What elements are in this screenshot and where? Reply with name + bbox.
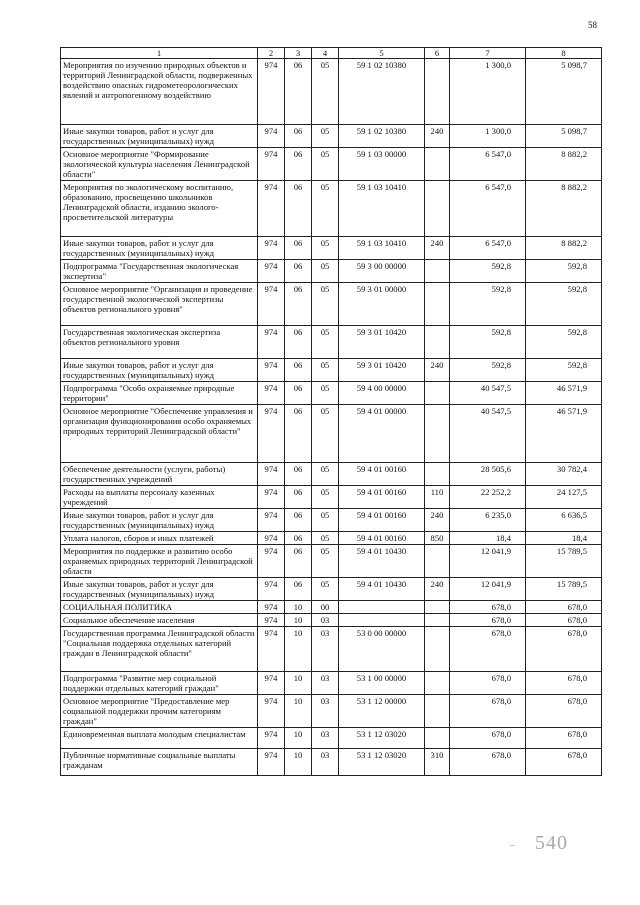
cell-col-3: 06 (285, 148, 312, 181)
cell-col-8: 678,0 (526, 728, 602, 749)
cell-col-6 (425, 405, 450, 463)
cell-col-2: 974 (258, 532, 285, 545)
row-name-cell: Уплата налогов, сборов и иных платежей (61, 532, 258, 545)
cell-col-3: 06 (285, 545, 312, 578)
cell-col-2: 974 (258, 601, 285, 614)
cell-col-5: 59 3 01 00000 (339, 283, 425, 326)
table-row (61, 749, 602, 776)
cell-col-5 (339, 614, 425, 627)
cell-col-7: 1 300,0 (450, 59, 526, 125)
cell-col-4: 03 (312, 627, 339, 672)
cell-col-2: 974 (258, 545, 285, 578)
cell-col-3: 06 (285, 125, 312, 148)
cell-col-8: 15 789,5 (526, 545, 602, 578)
cell-col-5: 59 1 02 10380 (339, 125, 425, 148)
cell-col-8: 5 098,7 (526, 59, 602, 125)
cell-col-5: 59 1 03 10410 (339, 181, 425, 237)
table-row (61, 578, 602, 601)
table-row (61, 181, 602, 237)
cell-col-3: 06 (285, 260, 312, 283)
cell-col-6: 850 (425, 532, 450, 545)
cell-col-3: 06 (285, 578, 312, 601)
cell-col-4: 00 (312, 601, 339, 614)
row-name-cell: Иные закупки товаров, работ и услуг для государственных (муниципальных) нужд (61, 578, 258, 601)
cell-col-7: 12 041,9 (450, 545, 526, 578)
cell-col-4: 05 (312, 181, 339, 237)
cell-col-3: 10 (285, 614, 312, 627)
cell-col-7: 678,0 (450, 627, 526, 672)
cell-col-5: 59 3 01 10420 (339, 326, 425, 359)
cell-col-3: 06 (285, 382, 312, 405)
cell-col-6 (425, 545, 450, 578)
row-name-cell: Основное мероприятие "Формирование экологической культуры населения Ленинградской области" (61, 148, 258, 181)
col-header: 5 (339, 48, 425, 59)
footer-stamp: 540 (535, 832, 568, 854)
table-row (61, 260, 602, 283)
cell-col-7: 18,4 (450, 532, 526, 545)
cell-col-4: 05 (312, 486, 339, 509)
cell-col-6 (425, 627, 450, 672)
table-row (61, 405, 602, 463)
cell-col-4: 05 (312, 532, 339, 545)
cell-col-3: 10 (285, 728, 312, 749)
cell-col-8: 8 882,2 (526, 181, 602, 237)
table-row (61, 125, 602, 148)
cell-col-6 (425, 59, 450, 125)
cell-col-4: 05 (312, 405, 339, 463)
col-header: 7 (450, 48, 526, 59)
cell-col-4: 05 (312, 463, 339, 486)
cell-col-6 (425, 283, 450, 326)
cell-col-7: 678,0 (450, 749, 526, 776)
cell-col-7: 678,0 (450, 614, 526, 627)
cell-col-7: 592,8 (450, 326, 526, 359)
row-name-cell: Основное мероприятие "Предоставление мер социальной поддержки прочим категориям граждан" (61, 695, 258, 728)
cell-col-8: 18,4 (526, 532, 602, 545)
cell-col-5 (339, 601, 425, 614)
cell-col-8: 592,8 (526, 283, 602, 326)
row-name-cell: Подпрограмма "Особо охраняемые природные территории" (61, 382, 258, 405)
cell-col-5: 59 3 00 00000 (339, 260, 425, 283)
cell-col-5: 59 4 01 00160 (339, 509, 425, 532)
row-name-cell: СОЦИАЛЬНАЯ ПОЛИТИКА (61, 601, 258, 614)
cell-col-8: 678,0 (526, 601, 602, 614)
table-row (61, 382, 602, 405)
cell-col-3: 10 (285, 749, 312, 776)
cell-col-8: 678,0 (526, 672, 602, 695)
row-name-cell: Иные закупки товаров, работ и услуг для государственных (муниципальных) нужд (61, 237, 258, 260)
cell-col-4: 05 (312, 59, 339, 125)
cell-col-5: 59 4 01 10430 (339, 545, 425, 578)
cell-col-3: 06 (285, 486, 312, 509)
cell-col-3: 06 (285, 463, 312, 486)
cell-col-6: 240 (425, 125, 450, 148)
cell-col-8: 30 782,4 (526, 463, 602, 486)
cell-col-8: 592,8 (526, 326, 602, 359)
cell-col-2: 974 (258, 260, 285, 283)
cell-col-8: 592,8 (526, 260, 602, 283)
cell-col-2: 974 (258, 283, 285, 326)
cell-col-4: 03 (312, 614, 339, 627)
cell-col-7: 22 252,2 (450, 486, 526, 509)
cell-col-6: 240 (425, 578, 450, 601)
cell-col-7: 6 547,0 (450, 237, 526, 260)
footer-mark: – (510, 840, 515, 850)
col-header: 2 (258, 48, 285, 59)
cell-col-2: 974 (258, 359, 285, 382)
cell-col-5: 59 4 01 10430 (339, 578, 425, 601)
cell-col-8: 678,0 (526, 614, 602, 627)
cell-col-6 (425, 148, 450, 181)
cell-col-4: 05 (312, 382, 339, 405)
cell-col-3: 06 (285, 237, 312, 260)
cell-col-7: 1 300,0 (450, 125, 526, 148)
cell-col-7: 40 547,5 (450, 382, 526, 405)
cell-col-2: 974 (258, 237, 285, 260)
col-header: 4 (312, 48, 339, 59)
table-row (61, 601, 602, 614)
cell-col-2: 974 (258, 627, 285, 672)
cell-col-5: 59 4 01 00160 (339, 532, 425, 545)
col-header: 8 (526, 48, 602, 59)
cell-col-5: 53 1 12 03020 (339, 749, 425, 776)
cell-col-7: 592,8 (450, 359, 526, 382)
table-header-row (61, 48, 602, 59)
cell-col-2: 974 (258, 509, 285, 532)
cell-col-2: 974 (258, 382, 285, 405)
cell-col-4: 03 (312, 695, 339, 728)
cell-col-3: 06 (285, 509, 312, 532)
col-header: 6 (425, 48, 450, 59)
cell-col-6 (425, 728, 450, 749)
cell-col-6: 240 (425, 359, 450, 382)
cell-col-5: 59 4 00 00000 (339, 382, 425, 405)
cell-col-7: 6 235,0 (450, 509, 526, 532)
row-name-cell: Публичные нормативные социальные выплаты гражданам (61, 749, 258, 776)
table-row (61, 614, 602, 627)
cell-col-3: 06 (285, 181, 312, 237)
budget-table (60, 47, 602, 776)
cell-col-3: 06 (285, 532, 312, 545)
cell-col-8: 6 636,5 (526, 509, 602, 532)
table-row (61, 359, 602, 382)
table-row (61, 545, 602, 578)
cell-col-2: 974 (258, 405, 285, 463)
cell-col-3: 06 (285, 283, 312, 326)
cell-col-6: 240 (425, 237, 450, 260)
cell-col-4: 05 (312, 260, 339, 283)
cell-col-6 (425, 601, 450, 614)
row-name-cell: Государственная экологическая экспертиза объектов регионального уровня (61, 326, 258, 359)
cell-col-2: 974 (258, 728, 285, 749)
cell-col-8: 15 789,5 (526, 578, 602, 601)
table-row (61, 672, 602, 695)
cell-col-5: 59 4 01 00160 (339, 486, 425, 509)
cell-col-4: 03 (312, 672, 339, 695)
cell-col-3: 06 (285, 405, 312, 463)
row-name-cell: Основное мероприятие "Обеспечение управления и организация функционирования особо охраняемых природных территорий Ленинградской области" (61, 405, 258, 463)
cell-col-8: 678,0 (526, 627, 602, 672)
cell-col-5: 53 1 12 00000 (339, 695, 425, 728)
cell-col-6 (425, 463, 450, 486)
cell-col-5: 53 1 12 03020 (339, 728, 425, 749)
cell-col-3: 10 (285, 601, 312, 614)
col-header: 1 (61, 48, 258, 59)
cell-col-6: 310 (425, 749, 450, 776)
cell-col-7: 28 505,6 (450, 463, 526, 486)
cell-col-2: 974 (258, 695, 285, 728)
page-number: 58 (588, 20, 597, 30)
cell-col-6 (425, 181, 450, 237)
table-row (61, 532, 602, 545)
cell-col-3: 10 (285, 627, 312, 672)
cell-col-2: 974 (258, 148, 285, 181)
cell-col-6 (425, 614, 450, 627)
row-name-cell: Обеспечение деятельности (услуги, работы) государственных учреждений (61, 463, 258, 486)
cell-col-5: 53 0 00 00000 (339, 627, 425, 672)
cell-col-4: 03 (312, 749, 339, 776)
cell-col-7: 678,0 (450, 672, 526, 695)
cell-col-2: 974 (258, 326, 285, 359)
cell-col-5: 59 4 01 00160 (339, 463, 425, 486)
row-name-cell: Подпрограмма "Государственная экологическая экспертиза" (61, 260, 258, 283)
row-name-cell: Подпрограмма "Развитие мер социальной поддержки отдельных категорий граждан" (61, 672, 258, 695)
cell-col-8: 46 571,9 (526, 382, 602, 405)
cell-col-4: 05 (312, 283, 339, 326)
table-row (61, 59, 602, 125)
table-row (61, 148, 602, 181)
cell-col-6 (425, 672, 450, 695)
cell-col-2: 974 (258, 59, 285, 125)
row-name-cell: Единовременная выплата молодым специалистам (61, 728, 258, 749)
cell-col-8: 5 098,7 (526, 125, 602, 148)
cell-col-4: 03 (312, 728, 339, 749)
row-name-cell: Иные закупки товаров, работ и услуг для государственных (муниципальных) нужд (61, 359, 258, 382)
cell-col-7: 40 547,5 (450, 405, 526, 463)
cell-col-4: 05 (312, 148, 339, 181)
cell-col-7: 678,0 (450, 601, 526, 614)
cell-col-4: 05 (312, 237, 339, 260)
row-name-cell: Государственная программа Ленинградской области "Социальная поддержка отдельных категорий граждан в Ленинградской области" (61, 627, 258, 672)
cell-col-6 (425, 695, 450, 728)
cell-col-6: 110 (425, 486, 450, 509)
cell-col-7: 12 041,9 (450, 578, 526, 601)
cell-col-7: 6 547,0 (450, 148, 526, 181)
cell-col-7: 678,0 (450, 695, 526, 728)
cell-col-4: 05 (312, 125, 339, 148)
cell-col-6: 240 (425, 509, 450, 532)
cell-col-6 (425, 382, 450, 405)
cell-col-3: 10 (285, 672, 312, 695)
cell-col-4: 05 (312, 326, 339, 359)
cell-col-8: 678,0 (526, 695, 602, 728)
table-row (61, 283, 602, 326)
cell-col-6 (425, 260, 450, 283)
cell-col-5: 59 1 02 10380 (339, 59, 425, 125)
cell-col-8: 46 571,9 (526, 405, 602, 463)
cell-col-5: 59 4 01 00000 (339, 405, 425, 463)
cell-col-7: 6 547,0 (450, 181, 526, 237)
cell-col-5: 59 1 03 00000 (339, 148, 425, 181)
table-row (61, 695, 602, 728)
row-name-cell: Иные закупки товаров, работ и услуг для государственных (муниципальных) нужд (61, 125, 258, 148)
table-row (61, 509, 602, 532)
row-name-cell: Основное мероприятие "Организация и проведение государственной экологической экспертизы объектов регионального уровня" (61, 283, 258, 326)
cell-col-4: 05 (312, 359, 339, 382)
table-row (61, 326, 602, 359)
cell-col-3: 10 (285, 695, 312, 728)
cell-col-2: 974 (258, 672, 285, 695)
cell-col-8: 592,8 (526, 359, 602, 382)
cell-col-3: 06 (285, 326, 312, 359)
cell-col-8: 678,0 (526, 749, 602, 776)
cell-col-2: 974 (258, 125, 285, 148)
cell-col-3: 06 (285, 359, 312, 382)
cell-col-6 (425, 326, 450, 359)
table-row (61, 486, 602, 509)
cell-col-5: 53 1 00 00000 (339, 672, 425, 695)
cell-col-8: 24 127,5 (526, 486, 602, 509)
cell-col-7: 678,0 (450, 728, 526, 749)
cell-col-4: 05 (312, 578, 339, 601)
cell-col-5: 59 1 03 10410 (339, 237, 425, 260)
table-row (61, 463, 602, 486)
row-name-cell: Мероприятия по поддержке и развитию особо охраняемых природных территорий Ленинградской области (61, 545, 258, 578)
cell-col-8: 8 882,2 (526, 237, 602, 260)
row-name-cell: Мероприятия по экологическому воспитанию, образованию, просвещению школьников Ленинградской области, изданию эколого-просветительской литературы (61, 181, 258, 237)
table-row (61, 627, 602, 672)
cell-col-2: 974 (258, 486, 285, 509)
cell-col-2: 974 (258, 614, 285, 627)
table-row (61, 237, 602, 260)
row-name-cell: Мероприятия по изучению природных объектов и территорий Ленинградской области, подверженных воздействию опасных гидрометеорологических явлений и антропогенному воздействию (61, 59, 258, 125)
cell-col-8: 8 882,2 (526, 148, 602, 181)
cell-col-4: 05 (312, 545, 339, 578)
cell-col-2: 974 (258, 578, 285, 601)
cell-col-4: 05 (312, 509, 339, 532)
row-name-cell: Расходы на выплаты персоналу казенных учреждений (61, 486, 258, 509)
row-name-cell: Иные закупки товаров, работ и услуг для государственных (муниципальных) нужд (61, 509, 258, 532)
cell-col-2: 974 (258, 181, 285, 237)
cell-col-2: 974 (258, 463, 285, 486)
cell-col-7: 592,8 (450, 260, 526, 283)
cell-col-2: 974 (258, 749, 285, 776)
cell-col-7: 592,8 (450, 283, 526, 326)
col-header: 3 (285, 48, 312, 59)
row-name-cell: Социальное обеспечение населения (61, 614, 258, 627)
cell-col-3: 06 (285, 59, 312, 125)
cell-col-5: 59 3 01 10420 (339, 359, 425, 382)
table-row (61, 728, 602, 749)
